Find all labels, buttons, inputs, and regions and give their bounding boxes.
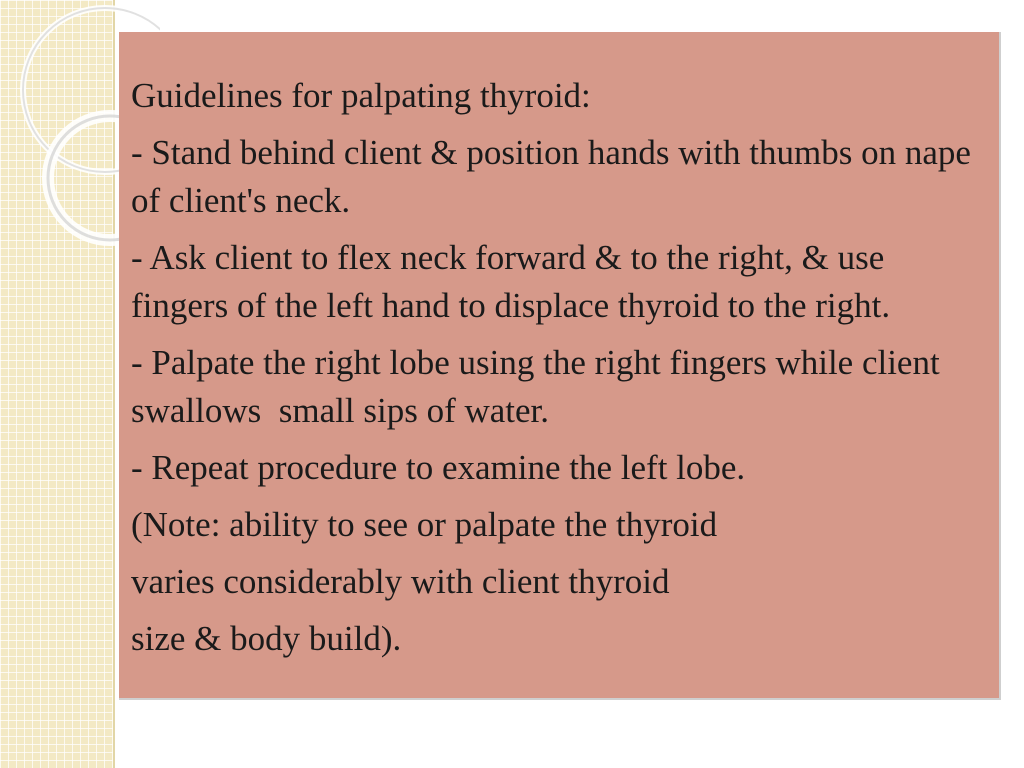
step-palpate-right-lobe: - Palpate the right lobe using the right fingers while client swallows small sips of water. xyxy=(131,343,949,430)
note-line-3: size & body build). xyxy=(131,619,402,658)
content-box xyxy=(119,32,1001,700)
heading-guidelines: Guidelines for palpating thyroid: xyxy=(131,76,591,115)
step-stand-behind: - Stand behind client & position hands with thumbs on nape of client's neck. xyxy=(131,133,980,220)
note-line-2: varies considerably with client thyroid xyxy=(131,562,670,601)
step-repeat-left-lobe: - Repeat procedure to examine the left lobe. xyxy=(131,448,746,487)
note-line-1: (Note: ability to see or palpate the thyroid xyxy=(131,505,718,544)
step-flex-neck: - Ask client to flex neck forward & to the right, & use fingers of the left hand to displace thyroid to the right. xyxy=(131,238,894,325)
